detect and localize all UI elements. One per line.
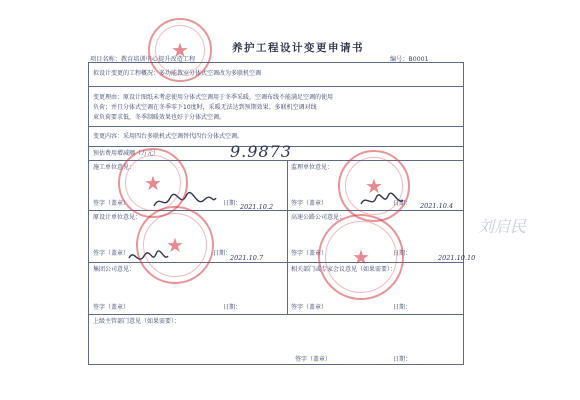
budget-handwritten-value: 9.9873 [230,142,292,161]
related-depts-opinion: 相关部门或专家会议意见（如果需要）： [291,266,397,273]
proposed-change-row [89,63,463,87]
project-name: 项目名称：教育培训中心提升改造工程 [90,56,196,63]
supervision-date-handwritten: 2021.10.4 [420,202,454,210]
document-number: 编号：B0001 [390,56,429,63]
supervision-unit-seal [338,150,410,222]
construction-date-handwritten: 2021.10.2 [240,203,274,211]
design-date-handwritten: 2021.10.7 [230,254,264,262]
superior-dept-row [89,315,463,366]
change-reason-row [89,87,463,127]
supervision-sign-label: 签字（盖章） [291,200,328,207]
seal-star-icon: ★ [166,233,184,257]
change-reason-line-2: 负荷；并且分体式空调在冬季零下10度时，采暖无法达到预期效果。多联机空调对线 [93,104,317,111]
highway-date-label: 日期： [393,250,412,257]
highway-date-handwritten: 2021.10.10 [438,254,476,262]
document-title: 养护工程设计变更申请书 [232,42,364,54]
group-date-label: 日期： [223,304,242,311]
design-date-label: 日期： [213,250,232,257]
superior-sign-label: 签字（盖章） [295,356,332,363]
design-unit-seal [136,206,214,284]
supervision-date-label: 日期： [393,200,412,207]
seal-star-icon: ★ [352,245,370,269]
column-divider [287,211,288,262]
change-reason-line-1: 变更理由：原设计图纸未考虑使用分体式空调用于冬季采暖，空调布线不能满足空调的使用 [93,94,334,101]
highway-company-seal [318,214,404,300]
construction-date-label: 日期： [223,200,242,207]
superior-date-label: 日期： [393,356,412,363]
seal-star-icon: ★ [171,38,189,62]
related-date-label: 日期： [393,304,412,311]
group-sign-label: 签字（盖章） [93,304,130,311]
related-sign-label: 签字（盖章） [291,304,328,311]
seal-star-icon: ★ [365,174,383,198]
budget-label: 预估费用增减额（万元） [93,150,160,157]
superior-dept-opinion: 上级主管部门意见（如果需要）： [93,318,181,325]
original-design-opinion: 原设计单位意见： [93,214,142,221]
column-divider [287,161,288,210]
proposed-change-text: 拟设计变更的工程概况：多功能教室分体式空调改为多联机空调 [93,70,262,77]
construction-sign-label: 签字（盖章） [93,200,130,207]
column-divider [287,263,288,314]
highway-sign-label: 签字（盖章） [291,250,328,257]
change-content-text: 变更内容：采用四台多联机式空调替代四台分体式空调。 [93,133,244,140]
faint-margin-handwriting: 刘启民 [478,217,527,236]
supervision-unit-opinion: 监理单位意见： [291,164,334,171]
change-reason-line-3: 束负荷要求低，冬季制暖效果也好于分体式空调。 [93,114,226,121]
official-seal [148,18,212,82]
design-sign-label: 签字（盖章） [93,250,130,257]
seal-star-icon: ★ [144,171,162,195]
construction-unit-opinion: 施工单位意见： [93,164,136,171]
group-company-opinion: 集团公司意见： [93,266,136,273]
highway-company-opinion: 高速公路公司意见： [291,214,346,221]
